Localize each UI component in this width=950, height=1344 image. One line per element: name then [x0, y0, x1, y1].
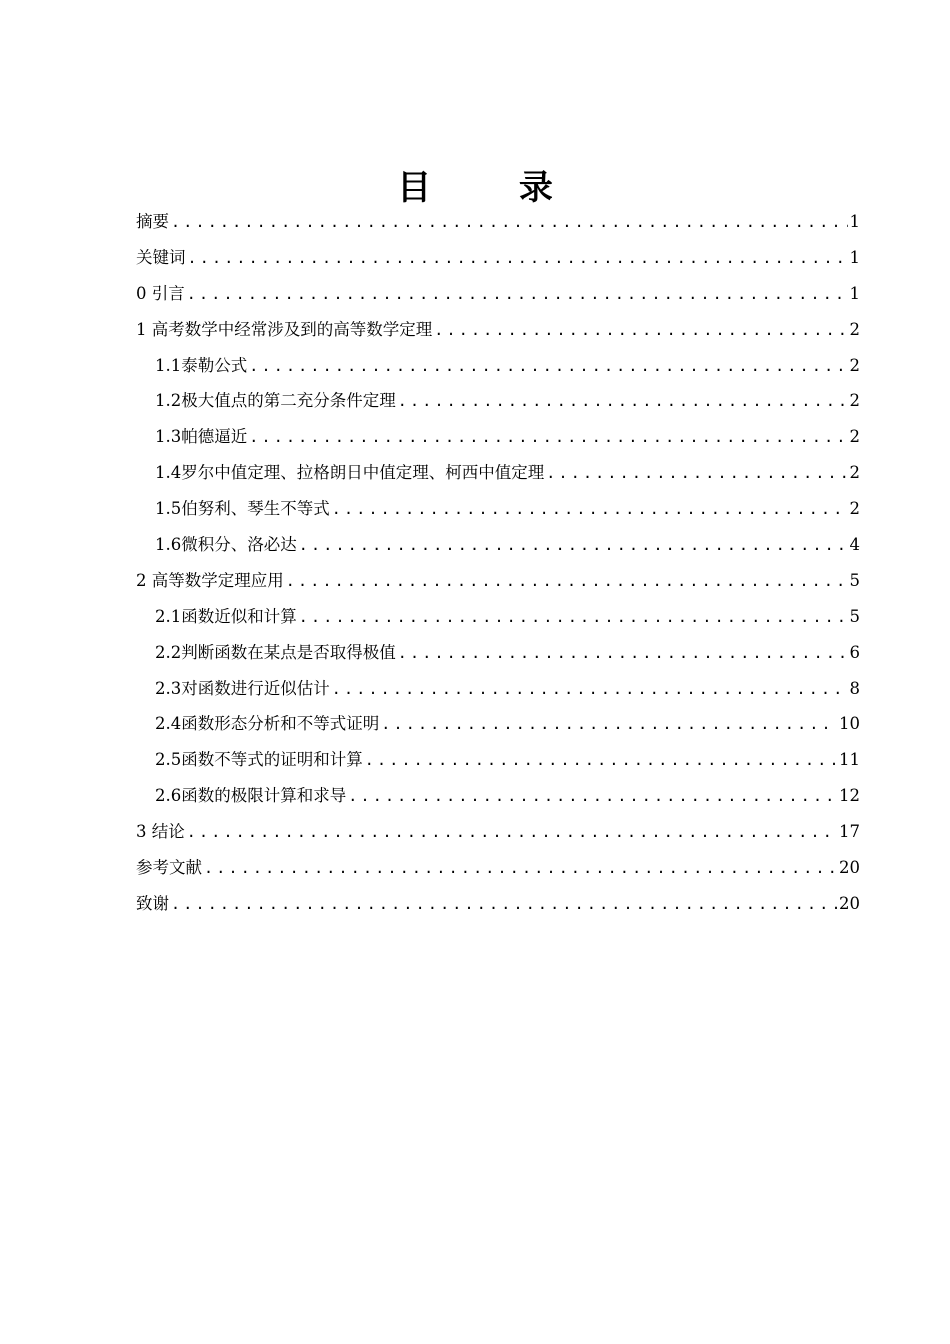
toc-entry-chapter-2[interactable] [136, 563, 860, 599]
dot-leader [434, 313, 847, 348]
toc-entry-label: 2.3对函数进行近似估计 [155, 678, 330, 698]
toc-entry-section-2-1[interactable] [136, 599, 860, 635]
toc-entry-label: 1.1泰勒公式 [155, 355, 248, 375]
toc-title: 目 录 [397, 167, 591, 208]
toc-entry-label: 1.2极大值点的第二充分条件定理 [155, 391, 396, 411]
dot-leader [332, 492, 848, 527]
toc-entry-page: 10 [839, 714, 860, 734]
toc-entry-label: 关键词 [136, 247, 186, 267]
toc-entry-page: 5 [849, 606, 860, 626]
toc-entry-page: 2 [849, 463, 860, 483]
toc-entry-label: 1.3帕德逼近 [155, 427, 248, 447]
toc-entry-label: 2 高等数学定理应用 [136, 570, 284, 590]
toc-entry-keywords[interactable] [136, 240, 860, 276]
toc-entry-page: 5 [849, 570, 860, 590]
toc-entry-label: 参考文献 [136, 858, 202, 878]
toc-entry-page: 2 [849, 427, 860, 447]
toc-entry-conclusion[interactable] [136, 814, 860, 850]
toc-entry-page: 12 [839, 786, 860, 806]
toc-entry-page: 11 [839, 750, 860, 770]
toc-entry-page: 1 [849, 283, 860, 303]
toc-entry-page: 2 [849, 499, 860, 519]
toc-entry-acknowledgements[interactable] [136, 886, 860, 922]
toc-entry-page: 17 [839, 822, 860, 842]
dot-leader [381, 707, 837, 742]
toc-entry-label: 2.5函数不等式的证明和计算 [155, 750, 363, 770]
toc-entry-page: 6 [849, 642, 860, 662]
dot-leader [398, 384, 848, 419]
toc-entry-section-2-3[interactable] [136, 671, 860, 707]
dot-leader [171, 887, 837, 922]
toc-entry-page: 2 [849, 355, 860, 375]
toc-entry-label: 1.5伯努利、琴生不等式 [155, 499, 330, 519]
toc-entry-section-1-2[interactable] [136, 383, 860, 419]
toc-entry-page: 4 [849, 535, 860, 555]
toc-entry-section-1-5[interactable] [136, 491, 860, 527]
dot-leader [348, 779, 837, 814]
toc-entry-section-2-6[interactable] [136, 778, 860, 814]
dot-leader [188, 241, 848, 276]
toc-entry-page: 8 [849, 678, 860, 698]
dot-leader [204, 851, 837, 886]
toc-entry-section-2-4[interactable] [136, 706, 860, 742]
toc-entry-page: 20 [839, 858, 860, 878]
toc-entry-label: 2.1函数近似和计算 [155, 606, 297, 626]
table-of-contents [136, 204, 860, 922]
dot-leader [299, 528, 848, 563]
toc-entry-label: 致谢 [136, 893, 169, 913]
toc-entry-chapter-1[interactable] [136, 312, 860, 348]
dot-leader [332, 672, 848, 707]
toc-entry-label: 1 高考数学中经常涉及到的高等数学定理 [136, 319, 433, 339]
toc-entry-page: 2 [849, 391, 860, 411]
toc-entry-page: 1 [849, 212, 860, 231]
toc-entry-page: 1 [849, 247, 860, 267]
dot-leader [249, 349, 847, 384]
toc-entry-page: 20 [839, 893, 860, 913]
toc-entry-section-2-2[interactable] [136, 635, 860, 671]
dot-leader [249, 420, 847, 455]
toc-entry-label: 0 引言 [136, 283, 185, 303]
dot-leader [286, 564, 848, 599]
dot-leader [546, 456, 847, 491]
toc-entry-section-2-5[interactable] [136, 742, 860, 778]
toc-entry-label: 摘要 [136, 212, 169, 231]
dot-leader [187, 277, 848, 312]
toc-entry-label: 2.4函数形态分析和不等式证明 [155, 714, 380, 734]
dot-leader [299, 600, 848, 635]
dot-leader [398, 636, 848, 671]
toc-entry-label: 2.2判断函数在某点是否取得极值 [155, 642, 396, 662]
toc-entry-section-1-3[interactable] [136, 419, 860, 455]
toc-entry-section-1-6[interactable] [136, 527, 860, 563]
dot-leader [187, 815, 837, 850]
toc-entry-section-1-1[interactable] [136, 348, 860, 384]
toc-entry-label: 2.6函数的极限计算和求导 [155, 786, 347, 806]
toc-entry-section-1-4[interactable] [136, 455, 860, 491]
toc-entry-label: 1.6微积分、洛必达 [155, 535, 297, 555]
dot-leader [365, 743, 837, 778]
toc-entry-page: 2 [849, 319, 860, 339]
toc-entry-references[interactable] [136, 850, 860, 886]
dot-leader [171, 205, 848, 240]
toc-entry-label: 1.4罗尔中值定理、拉格朗日中值定理、柯西中值定理 [155, 463, 545, 483]
toc-entry-introduction[interactable] [136, 276, 860, 312]
toc-entry-label: 3 结论 [136, 822, 185, 842]
toc-entry-abstract[interactable] [136, 204, 860, 240]
